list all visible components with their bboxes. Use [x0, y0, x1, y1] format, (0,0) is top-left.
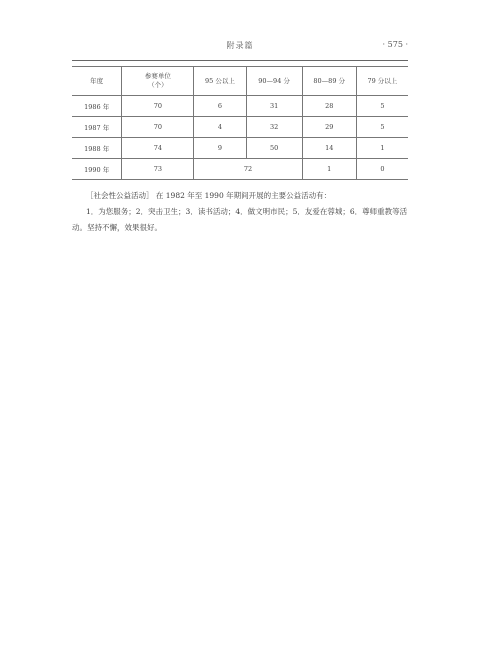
cell-95: 9: [194, 138, 246, 159]
cell-79: 0: [356, 159, 408, 180]
cell-year: 1988 年: [72, 138, 122, 159]
section-body: 1．为您服务；2．突击卫生；3．读书活动；4．做文明市民；5．友爱在蓉城；6．尊师重教等活动。坚持不懈，效果很好。: [72, 207, 408, 232]
cell-80-89: 29: [302, 117, 356, 138]
cell-year: 1986 年: [72, 96, 122, 117]
cell-90-94: 32: [246, 117, 302, 138]
col-header-95: 95 公以上: [194, 67, 246, 96]
section-heading: ［社会性公益活动］: [86, 191, 154, 200]
cell-80-89: 1: [302, 159, 356, 180]
table-row: [72, 138, 408, 159]
table-row: [72, 117, 408, 138]
section-intro: 在 1982 年至 1990 年期间开展的主要公益活动有：: [155, 191, 332, 200]
cell-units: 74: [122, 138, 194, 159]
cell-90-94: 50: [246, 138, 302, 159]
col-header-79: 79 分以上: [356, 67, 408, 96]
col-header-year: 年度: [72, 67, 122, 96]
table-header-row: [72, 67, 408, 96]
table-row: [72, 159, 408, 180]
cell-units: 70: [122, 117, 194, 138]
cell-units: 73: [122, 159, 194, 180]
header-rule: [72, 60, 408, 61]
cell-merged-90-plus: 72: [194, 159, 302, 180]
cell-79: 1: [356, 138, 408, 159]
cell-79: 5: [356, 96, 408, 117]
cell-90-94: 31: [246, 96, 302, 117]
activities-section: [72, 188, 412, 236]
cell-units: 70: [122, 96, 194, 117]
page-number: · 575 ·: [382, 40, 408, 49]
col-header-80-89: 80—89 分: [302, 67, 356, 96]
section-intro-line: [72, 188, 412, 204]
score-table: [72, 66, 408, 180]
table-row: [72, 96, 408, 117]
cell-80-89: 14: [302, 138, 356, 159]
col-header-90-94: 90—94 分: [246, 67, 302, 96]
header-title: 附录篇: [226, 41, 254, 50]
cell-year: 1987 年: [72, 117, 122, 138]
page-header: [72, 40, 408, 56]
cell-year: 1990 年: [72, 159, 122, 180]
cell-80-89: 28: [302, 96, 356, 117]
cell-79: 5: [356, 117, 408, 138]
cell-95: 6: [194, 96, 246, 117]
cell-95: 4: [194, 117, 246, 138]
col-header-units: 参赛单位 （个）: [122, 67, 194, 96]
